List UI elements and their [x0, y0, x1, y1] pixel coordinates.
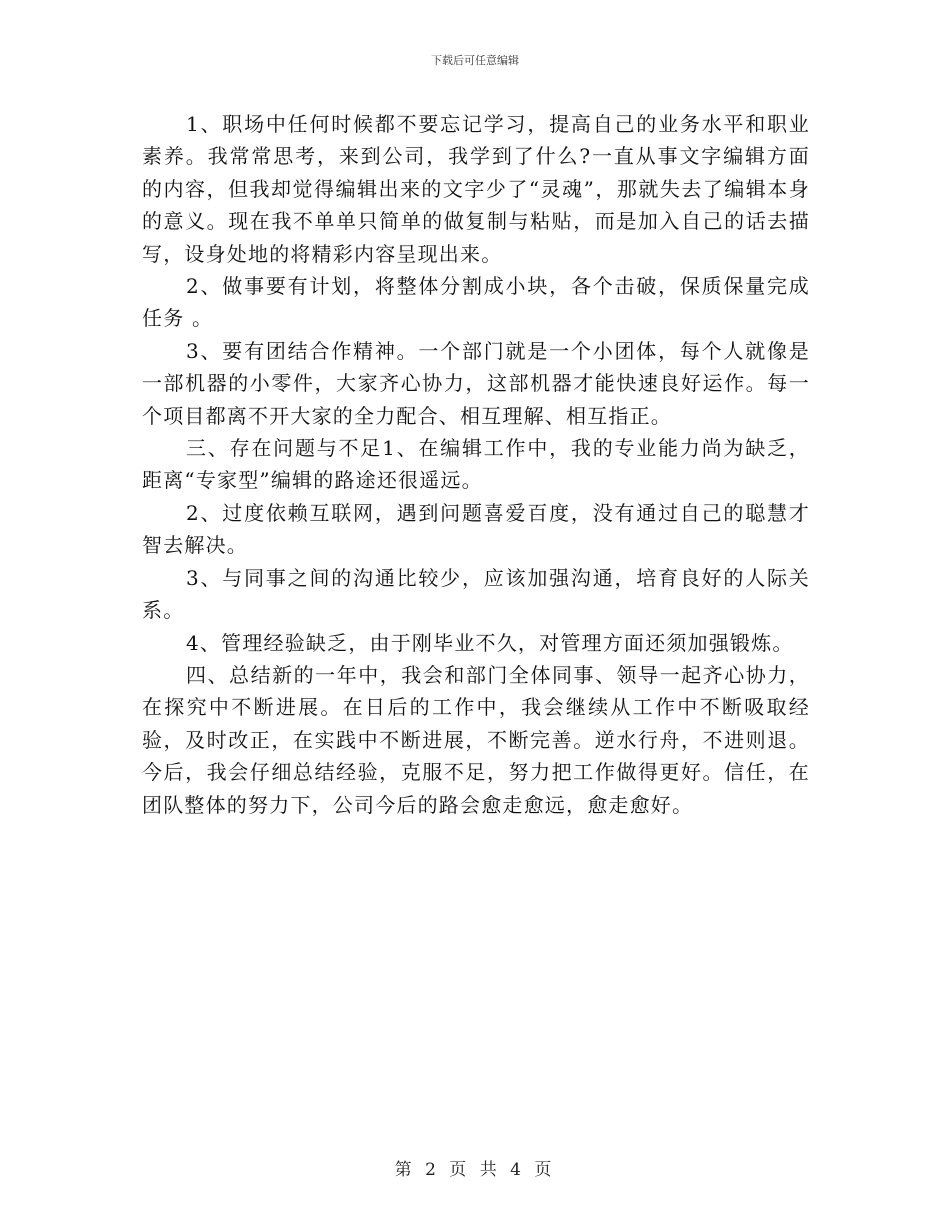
paragraph-4: 三、存在问题与不足1、在编辑工作中，我的专业能力尚为缺乏，距离“专家型”编辑的路途还很遥远。: [142, 436, 810, 493]
paragraph-1: 1、职场中任何时候都不要忘记学习，提高自己的业务水平和职业素养。我常常思考，来到公司，我学到了什么?一直从事文字编辑方面的内容，但我却觉得编辑出来的文字少了“灵魂”，那就失去了编辑本身的意义。现在我不单单只简单的做复制与粘贴，而是加入自己的话去描写，设身处地的将精彩内容呈现出来。: [142, 112, 810, 266]
paragraph-3: 3、要有团结合作精神。一个部门就是一个小团体，每个人就像是一部机器的小零件，大家齐心协力，这部机器才能快速良好运作。每一个项目都离不开大家的全力配合、相互理解、相互指正。: [142, 338, 810, 428]
paragraph-2: 2、做事要有计划，将整体分割成小块，各个击破，保质保量完成任务 。: [142, 274, 810, 331]
paragraph-5: 2、过度依赖互联网，遇到问题喜爱百度，没有通过自己的聪慧才智去解决。: [142, 500, 810, 558]
paragraph-8: 四、总结新的一年中，我会和部门全体同事、领导一起齐心协力，在探究中不断进展。在日后的工作中，我会继续从工作中不断吸取经验，及时改正，在实践中不断进展，不断完善。逆水行舟，不进则退。今后，我会仔细总结经验，克服不足，努力把工作做得更好。信任，在团队整体的努力下，公司今后的路会愈走愈远，愈走愈好。: [142, 662, 810, 817]
paragraph-6: 3、与同事之间的沟通比较少，应该加强沟通，培育良好的人际关系。: [142, 565, 810, 623]
page-header: 下载后可任意编辑: [431, 54, 519, 67]
paragraph-7: 4、管理经验缺乏，由于刚毕业不久，对管理方面还须加强锻炼。: [186, 630, 794, 655]
page-number: 第 2 页 共 4 页: [394, 1160, 556, 1180]
document-body: [142, 108, 810, 821]
